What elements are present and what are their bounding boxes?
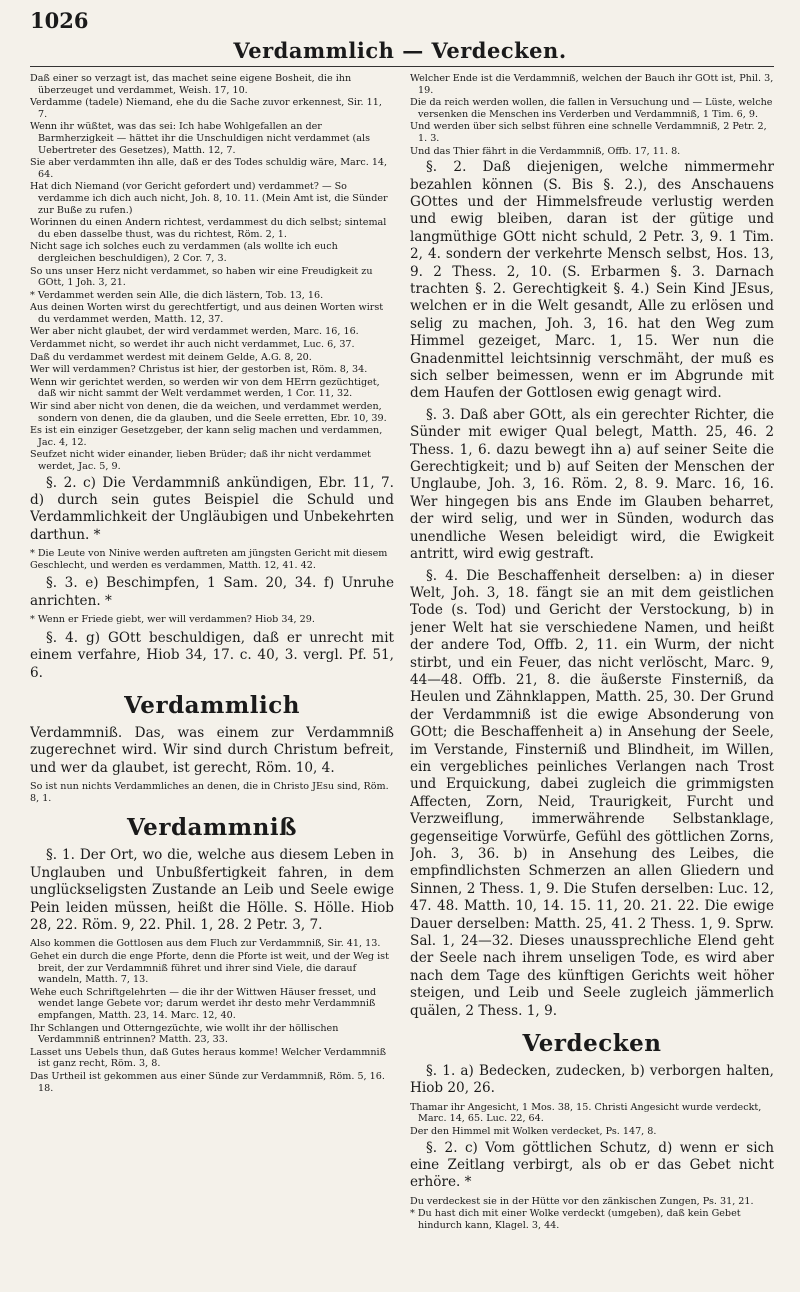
verse-list (410, 1102, 774, 1138)
verse: * Verdammet werden sein Alle, die dich lästern, Tob. 13, 16. (30, 289, 324, 301)
verse: Und werden über sich selbst führen eine schnelle Verdammniß, 2 Petr. 2, 1. 3. (410, 121, 767, 144)
verse-list (30, 938, 394, 1094)
paragraph: §. 3. Daß aber GOtt, als ein gerechter Richter, die Sünder mit ewiger Qual belegt, Matth. 25, 46. 2 Thess. 1, 6. dazu bewegt ihn a) auf seiner Seite die Gerechtigkeit; und b) auf Seiten der Menschen der Unglaube, Joh. 3, 16. Röm. 2, 8. 9. Marc. 16, 16. Wer hingegen bis ans Ende im Glauben beharret, der wird selig, und wer in Sünden, wodurch das unendliche Wesen beleidigt wird, die Ewigkeit antritt, wird ewig gestraft. (410, 406, 774, 563)
verse: Es ist ein einziger Gesetzgeber, der kann selig machen und verdammen, Jac. 4, 12. (30, 425, 383, 448)
verse: Wenn ihr wüßtet, was das sei: Ich habe Wohlgefallen an der Barmherzigkeit — hättet ihr die Unschuldigen nicht verdammet (als Uebertreter des Gesetzes), Matth. 12, 7. (30, 121, 371, 156)
entry-heading: Verdammlich (124, 692, 300, 720)
footnote: * Die Leute von Ninive werden auftreten am jüngsten Gericht mit diesem Geschlecht, und werden es verdammen, Matth. 12, 41. 42. (30, 548, 388, 571)
columns (30, 73, 774, 1233)
paragraph: §. 4. g) GOtt beschuldigen, daß er unrecht mit einem verfahre, Hiob 34, 17. c. 40, 3. vergl. Pf. 51, 6. (30, 629, 394, 681)
verse: Wer will verdammen? Christus ist hier, der gestorben ist, Röm. 8, 34. (30, 364, 368, 376)
verse: Du verdeckest sie in der Hütte vor den zänkischen Zungen, Ps. 31, 21. (410, 1195, 754, 1207)
verse: Seufzet nicht wider einander, lieben Brüder; daß ihr nicht verdammet werdet, Jac. 5, 9. (30, 449, 371, 472)
verse: Wenn wir gerichtet werden, so werden wir von dem HErrn gezüchtiget, daß wir nicht sammt der Welt verdammet werden, 1 Cor. 11, 32. (30, 376, 380, 400)
verse: Welcher Ende ist die Verdammniß, welchen der Bauch ihr GOtt ist, Phil. 3, 19. (410, 73, 774, 96)
left-column (30, 73, 394, 1233)
verse: Gehet ein durch die enge Pforte, denn die Pforte ist weit, und der Weg ist breit, der zur Verdammniß führet und ihrer sind Viele, die darauf wandeln, Matth. 7, 13. (30, 951, 389, 986)
verse: So uns unser Herz nicht verdammet, so haben wir eine Freudigkeit zu GOtt, 1 Joh. 3, 21. (30, 265, 373, 289)
verse: Die da reich werden wollen, die fallen in Versuchung und — Lüste, welche versenken die Menschen ins Verderben und Verdammniß, 1 Tim. 6, 9. (410, 97, 773, 120)
paragraph: §. 2. c) Vom göttlichen Schutz, d) wenn er sich eine Zeitlang verbirgt, als ob er das Gebet nicht erhöre. * (410, 1139, 774, 1191)
verse: Verdamme (tadele) Niemand, ehe du die Sache zuvor erkennest, Sir. 11, 7. (30, 97, 382, 120)
verse: Wir sind aber nicht von denen, die da weichen, und verdammet werden, sondern von denen, die da glauben, und die Seele erretten, Ebr. 10, 39. (30, 401, 387, 424)
verse: Also kommen die Gottlosen aus dem Fluch zur Verdammniß, Sir. 41, 13. (30, 938, 381, 950)
verse: Hat dich Niemand (vor Gericht gefordert und) verdammet? — So verdamme ich dich auch nicht, Joh. 8, 10. 11. (Mein Amt ist, die Sünder zur Buße zu rufen.) (30, 181, 388, 216)
entry-heading: Verdammniß (126, 814, 298, 842)
verse: Wer aber nicht glaubet, der wird verdammet werden, Marc. 16, 16. (30, 326, 359, 338)
verse: Ihr Schlangen und Otterngezüchte, wie wollt ihr der höllischen Verdammniß entrinnen? Matth. 23, 33. (30, 1022, 339, 1046)
verse: * Du hast dich mit einer Wolke verdeckt (umgeben), daß kein Gebet hindurch kann, Klagel. 3, 44. (410, 1208, 741, 1232)
verse: Lasset uns Uebels thun, daß Gutes heraus komme! Welcher Verdammniß ist ganz recht, Röm. 3, 8. (30, 1046, 387, 1070)
verse: Und das Thier fährt in die Verdammniß, Offb. 17, 11. 8. (410, 145, 681, 157)
verse-note: So ist nun nichts Verdammliches an denen, die in Christo JEsu sind, Röm. 8, 1. (30, 781, 389, 804)
paragraph: §. 1. a) Bedecken, zudecken, b) verborgen halten, Hiob 20, 26. (410, 1063, 774, 1097)
entry-heading: Verdecken (522, 1030, 662, 1058)
verse-list (410, 1196, 774, 1232)
page-number: 1026 (30, 8, 89, 33)
verse: Wehe euch Schriftgelehrten — die ihr der Wittwen Häuser fresset, und wendet lange Gebete vor; darum werdet ihr desto mehr Verdammniß empfangen, Matth. 23, 14. Marc. 12, 40. (30, 986, 377, 1022)
verse: Thamar ihr Angesicht, 1 Mos. 38, 15. Christi Angesicht wurde verdeckt, Marc. 14, 65. Luc. 22, 64. (410, 1101, 762, 1125)
paragraph: §. 2. c) Die Verdammniß ankündigen, Ebr. 11, 7. d) durch sein gutes Beispiel die Schuld und Verdammlichkeit der Ungläubigen und Unbekehrten darthun. * (30, 474, 394, 543)
verse: Aus deinen Worten wirst du gerechtfertigt, und aus deinen Worten wirst du verdammet werden, Matth. 12, 37. (30, 302, 384, 325)
right-column (410, 73, 774, 1233)
definition: Verdammniß. Das, was einem zur Verdammniß zugerechnet wird. Wir sind durch Christum befreit, und wer da glaubet, ist gerecht, Röm. 10, 4. (30, 725, 394, 776)
verse: Sie aber verdammten ihn alle, daß er des Todes schuldig wäre, Marc. 14, 64. (30, 157, 388, 180)
paragraph: §. 3. e) Beschimpfen, 1 Sam. 20, 34. f) Unruhe anrichten. * (30, 575, 394, 609)
verse: Daß einer so verzagt ist, das machet seine eigene Bosheit, die ihn überzeuget und verdammet, Weish. 17, 10. (30, 73, 352, 96)
verse-list (30, 73, 394, 473)
running-head: Verdammlich — Verdecken. (233, 38, 567, 63)
verse: Das Urtheil ist gekommen aus einer Sünde zur Verdammniß, Röm. 5, 16. 18. (30, 1071, 385, 1094)
verse: Verdammet nicht, so werdet ihr auch nicht verdammet, Luc. 6, 37. (30, 339, 355, 351)
footnote: * Wenn er Friede giebt, wer will verdammen? Hiob 34, 29. (30, 614, 315, 626)
paragraph: §. 1. Der Ort, wo die, welche aus diesem Leben in Unglauben und Unbußfertigkeit fahren, in dem unglückseligsten Zustande an Leib und Seele ewige Pein leiden müssen, heißt die Hölle. S. Hölle. Hiob 28, 22. Röm. 9, 22. Phil. 1, 28. 2 Petr. 3, 7. (30, 847, 394, 934)
paragraph: §. 4. Die Beschaffenheit derselben: a) in dieser Welt, Joh. 3, 18. fängt sie an mit dem geistlichen Tode (s. Tod) und Gericht der Verstockung, b) in jener Welt hat sie verschiedene Namen, und heißt der andere Tod, Offb. 2, 11. ein Wurm, der nicht stirbt, und ein Feuer, das nicht verlöscht, Marc. 9, 44—48. Offb. 21, 8. die äußerste Finsterniß, da Heulen und Zähnklappen, Matth. 25, 30. Der Grund der Verdammniß ist die ewige Absonderung von GOtt; die Beschaffenheit a) in Ansehung der Seele, im Verstande, Finsterniß und Blindheit, im Willen, ein vergebliches peinliches Verlangen nach Trost und Erquickung, dabei zugleich die grimmigsten Affecten, Zorn, Neid, Traurigkeit, Furcht und Verzweiflung, immerwährende Selbstanklage, gegenseitige Vorwürfe, Gefühl des göttlichen Zorns, Joh. 3, 36. b) in Ansehung des Leibes, die empfindlichsten Schmerzen an allen Gliedern und Sinnen, 2 Thess. 1, 9. Die Stufen derselben: Luc. 12, 47. 48. Matth. 10, 14. 15. 11, 20. 21. 22. Die ewige Dauer derselben: Matth. 25, 41. 2 Thess. 1, 9. Sprw. Sal. 1, 24—32. Dieses unaussprechliche Elend geht der Seele nach ihrem unseligen Tode, es wird aber nach dem Tage des künftigen Gerichts weit höher steigen, und Leib und Seele zugleich jämmerlich quälen, 2 Thess. 1, 9. (410, 567, 774, 1019)
verse: Nicht sage ich solches euch zu verdammen (als wollte ich euch dergleichen beschuldigen), 2 Cor. 7, 3. (30, 241, 338, 264)
verse-list (410, 73, 774, 157)
paragraph: §. 2. Daß diejenigen, welche nimmermehr bezahlen können (S. Bis §. 2.), des Anschauens GOttes und der Himmelsfreude verlustig werden und ewig bleiben, daran ist der gütige und langmüthige GOtt nicht schuld, 2 Petr. 3, 9. 1 Tim. 2, 4. sondern der verkehrte Mensch selbst, Hos. 13, 9. 2 Thess. 2, 10. (S. Erbarmen §. 3. Darnach trachten §. 2. Gerechtigkeit §. 4.) Sein Kind JEsus, welchen er in die Welt gesandt, Alle zu erlösen und selig zu machen, Joh. 3, 16. hat den Weg zum Himmel gezeiget, Marc. 1, 15. Wer nun die Gnadenmittel leichtsinnig verschmäht, der muß es sich selber beimessen, wenn er im Abgrunde mit dem Haufen der Gottlosen ewig genagt wird. (410, 159, 774, 402)
verse: Worinnen du einen Andern richtest, verdammest du dich selbst; sintemal du eben dasselbe thust, was du richtest, Röm. 2, 1. (30, 217, 387, 240)
verse: Der den Himmel mit Wolken verdecket, Ps. 147, 8. (410, 1126, 657, 1138)
verse: Daß du verdammet werdest mit deinem Gelde, A.G. 8, 20. (30, 351, 312, 363)
